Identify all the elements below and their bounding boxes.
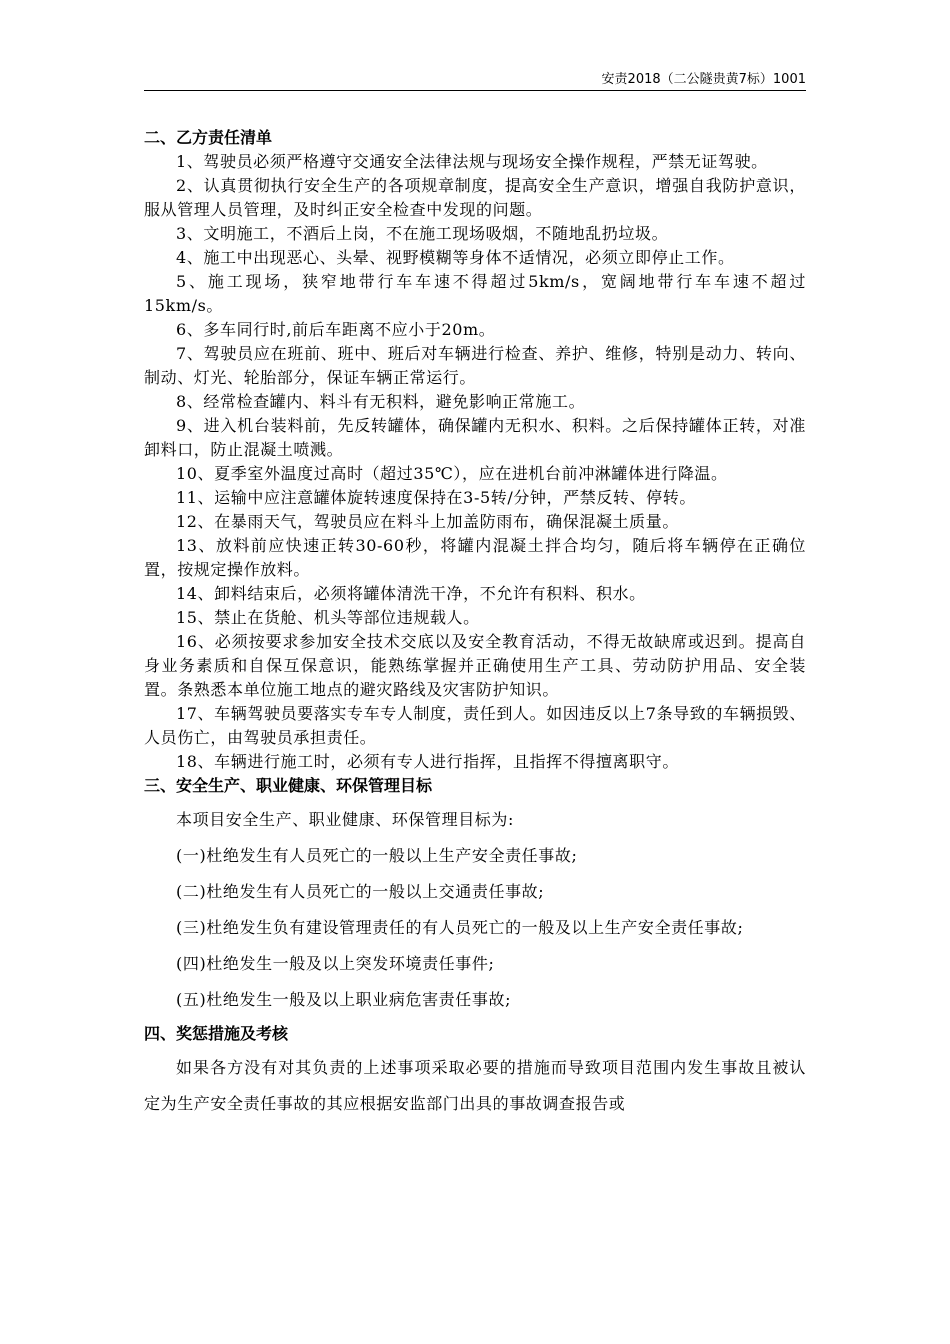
- clause-18: 18、车辆进行施工时，必须有专人进行指挥，且指挥不得擅离职守。: [176, 752, 679, 771]
- clause-8: 8、经常检查罐内、料斗有无积料，避免影响正常施工。: [176, 392, 586, 411]
- goal-intro: 本项目安全生产、职业健康、环保管理目标为:: [176, 810, 514, 829]
- clause-10: 10、夏季室外温度过高时（超过35℃），应在进机台前冲淋罐体进行降温。: [176, 464, 728, 483]
- section-4-heading: 四、奖惩措施及考核: [144, 1024, 289, 1043]
- clause-17: 17、车辆驾驶员要落实专车专人制度，责任到人。如因违反以上7条导致的车辆损毁、人员伤亡，由驾驶员承担责任。: [144, 704, 806, 747]
- goal-1: (一)杜绝发生有人员死亡的一般以上生产安全责任事故;: [176, 846, 578, 865]
- clause-5: 5、施工现场，狭窄地带行车车速不得超过5km/s，宽阔地带行车车速不超过15km/s。: [144, 272, 806, 315]
- section-4-text: [144, 1050, 806, 1122]
- goal-5: (五)杜绝发生一般及以上职业病危害责任事故;: [176, 990, 512, 1009]
- clause-7: 7、驾驶员应在班前、班中、班后对车辆进行检查、养护、维修，特别是动力、转向、制动、灯光、轮胎部分，保证车辆正常运行。: [144, 344, 806, 387]
- clause-12: 12、在暴雨天气，驾驶员应在料斗上加盖防雨布，确保混凝土质量。: [176, 512, 679, 531]
- section-2-list: [144, 150, 806, 774]
- goal-3: (三)杜绝发生负有建设管理责任的有人员死亡的一般及以上生产安全责任事故;: [176, 918, 744, 937]
- document-reference-number: 安责2018（二公隧贵黄7标）1001: [601, 72, 806, 87]
- clause-15: 15、禁止在货舱、机头等部位违规载人。: [176, 608, 480, 627]
- clause-2: 2、认真贯彻执行安全生产的各项规章制度，提高安全生产意识，增强自我防护意识，服从管理人员管理，及时纠正安全检查中发现的问题。: [144, 176, 806, 219]
- clause-16: 16、必须按要求参加安全技术交底以及安全教育活动，不得无故缺席或迟到。提高自身业务素质和自保互保意识，能熟练掌握并正确使用生产工具、劳动防护用品、安全装置。条熟悉本单位施工地点的避灾路线及灾害防护知识。: [144, 632, 806, 699]
- section-3-list: [144, 802, 806, 1018]
- goal-4: (四)杜绝发生一般及以上突发环境责任事件;: [176, 954, 495, 973]
- clause-3: 3、文明施工，不酒后上岗，不在施工现场吸烟，不随地乱扔垃圾。: [176, 224, 669, 243]
- document-body: [144, 126, 806, 1122]
- penalty-paragraph: 如果各方没有对其负责的上述事项采取必要的措施而导致项目范围内发生事故且被认定为生产安全责任事故的其应根据安监部门出具的事故调查报告或: [144, 1058, 806, 1113]
- section-2-heading: 二、乙方责任清单: [144, 128, 273, 147]
- header-divider: [144, 90, 806, 91]
- clause-13: 13、放料前应快速正转30-60秒，将罐内混凝土拌合均匀，随后将车辆停在正确位置，按规定操作放料。: [144, 536, 806, 579]
- clause-9: 9、进入机台装料前，先反转罐体，确保罐内无积水、积料。之后保持罐体正转，对准卸料口，防止混凝土喷溅。: [144, 416, 806, 459]
- clause-11: 11、运输中应注意罐体旋转速度保持在3-5转/分钟，严禁反转、停转。: [176, 488, 696, 507]
- clause-1: 1、驾驶员必须严格遵守交通安全法律法规与现场安全操作规程，严禁无证驾驶。: [176, 152, 768, 171]
- clause-4: 4、施工中出现恶心、头晕、视野模糊等身体不适情况，必须立即停止工作。: [176, 248, 735, 267]
- goal-2: (二)杜绝发生有人员死亡的一般以上交通责任事故;: [176, 882, 545, 901]
- clause-14: 14、卸料结束后，必须将罐体清洗干净，不允许有积料、积水。: [176, 584, 646, 603]
- clause-6: 6、多车同行时,前后车距离不应小于20m。: [176, 320, 496, 339]
- section-3-heading: 三、安全生产、职业健康、环保管理目标: [144, 776, 433, 795]
